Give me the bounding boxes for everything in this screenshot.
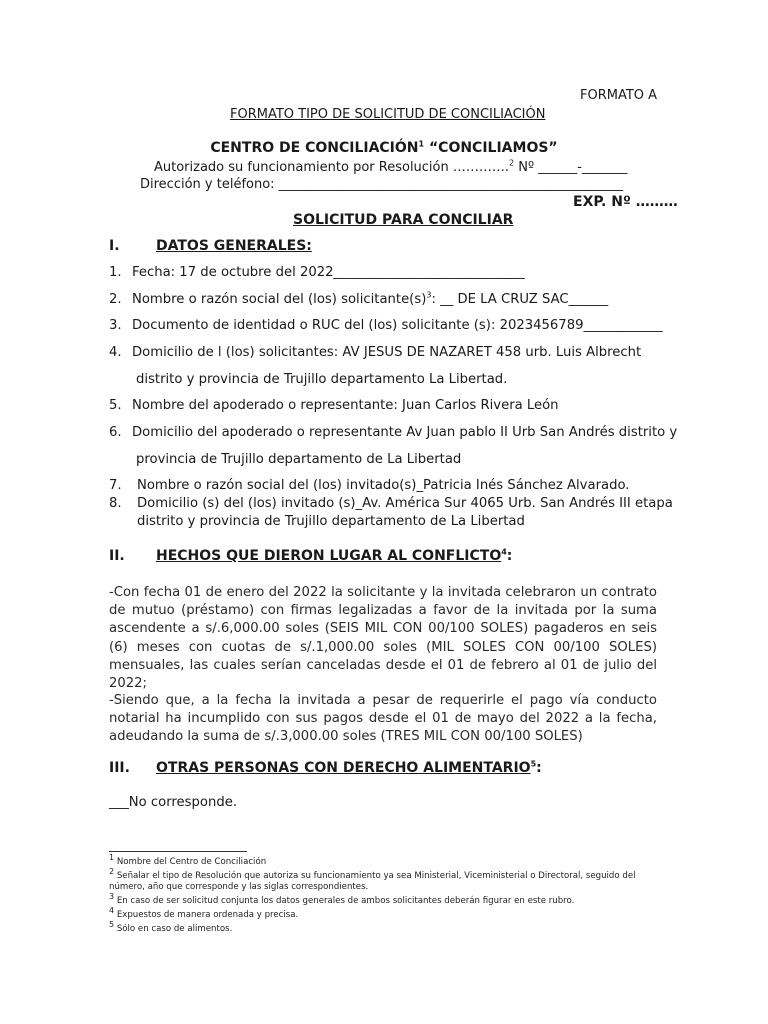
footnote-text: Señalar el tipo de Resolución que autoriza su funcionamiento ya sea Ministerial, Viceministerial o Directoral, seguido del número, año que corresponde y las siglas correspondientes. bbox=[109, 871, 636, 892]
list-item bbox=[109, 496, 673, 514]
section-title-text: OTRAS PERSONAS CON DERECHO ALIMENTARIO bbox=[156, 760, 531, 776]
item-text-part: Nombre o razón social del (los) solicitante(s) bbox=[132, 292, 427, 307]
authorization-line bbox=[154, 160, 627, 175]
item-number: 2. bbox=[109, 292, 122, 307]
footnote-number: 5 bbox=[109, 920, 115, 930]
center-prefix: CENTRO DE CONCILIACIÓN bbox=[210, 140, 419, 156]
footnote-number: 1 bbox=[109, 853, 115, 863]
resolution-number: Nº ______-_______ bbox=[514, 160, 628, 175]
section-title-text: HECHOS QUE DIERON LUGAR AL CONFLICTO bbox=[156, 548, 502, 564]
list-item bbox=[109, 265, 669, 283]
section-heading-1 bbox=[109, 238, 509, 258]
item-text: Nombre o razón social del (los) invitado(s)_Patricia Inés Sánchez Alvarado. bbox=[137, 478, 630, 493]
section-heading-2 bbox=[109, 548, 609, 568]
list-item bbox=[109, 318, 669, 336]
item-number: 4. bbox=[109, 345, 122, 360]
item-number: 1. bbox=[109, 265, 122, 280]
section-heading-3 bbox=[109, 760, 609, 780]
footnote-text: Expuestos de manera ordenada y precisa. bbox=[116, 910, 299, 920]
footnote-number: 4 bbox=[109, 906, 115, 916]
form-subtitle: FORMATO TIPO DE SOLICITUD DE CONCILIACIÓN bbox=[230, 107, 546, 122]
footnote-number: 2 bbox=[109, 867, 115, 877]
footnote bbox=[109, 906, 657, 921]
footnote-number: 3 bbox=[109, 892, 115, 902]
item-text bbox=[132, 292, 608, 307]
footnote-ref-1: 1 bbox=[418, 139, 425, 149]
item-number: 5. bbox=[109, 398, 122, 413]
authorization-text: Autorizado su funcionamiento por Resolución …………. bbox=[154, 160, 510, 175]
item-text: Fecha: 17 de octubre del 2022_____________________________ bbox=[132, 265, 525, 280]
footnote-text: En caso de ser solicitud conjunta los datos generales de ambos solicitantes deberán figurar en este rubro. bbox=[116, 896, 575, 906]
footnote-separator bbox=[109, 851, 247, 852]
item-number: 7. bbox=[109, 478, 122, 493]
section-title-colon: : bbox=[536, 760, 542, 776]
item-number: 8. bbox=[109, 496, 122, 511]
request-title: SOLICITUD PARA CONCILIAR bbox=[293, 212, 514, 228]
item-number: 3. bbox=[109, 318, 122, 333]
list-item bbox=[109, 425, 678, 443]
footnote-ref-5: 5 bbox=[530, 759, 537, 769]
facts-paragraph-1: -Con fecha 01 de enero del 2022 la solicitante y la invitada celebraron un contrato de mutuo (préstamo) con firmas legalizadas a favor de la invitada por la suma ascendente a s/.6,000.00 soles (SEIS MIL CON 00/100 SOLES) pagaderos en seis (6) meses con cuotas de s/.1,000.00 soles (MIL SOLES CON 00/100 SOLES) mensuales, las cuales serían canceladas desde el 01 de febrero al 01 de julio del 2022; bbox=[109, 585, 657, 692]
section-title bbox=[156, 548, 512, 564]
item-continuation: distrito y provincia de Trujillo departamento de La Libertad bbox=[137, 514, 525, 529]
other-persons-value: ___No corresponde. bbox=[109, 795, 238, 810]
footnote-text: Sólo en caso de alimentos. bbox=[116, 924, 233, 934]
expedient-number: EXP. Nº ……… bbox=[573, 194, 678, 210]
center-name: “CONCILIAMOS” bbox=[424, 140, 558, 156]
footnote bbox=[109, 867, 657, 893]
footnote bbox=[109, 892, 657, 907]
item-number: 6. bbox=[109, 425, 122, 440]
footnote-text: Nombre del Centro de Conciliación bbox=[116, 857, 267, 867]
address-phone-line: Dirección y teléfono: _____________________________________________________ bbox=[140, 177, 624, 192]
format-label: FORMATO A bbox=[580, 88, 658, 103]
list-item bbox=[109, 398, 669, 416]
footnote bbox=[109, 920, 657, 935]
facts-paragraph-2: -Siendo que, a la fecha la invitada a pesar de requerirle el pago vía conducto notarial ha incumplido con sus pagos desde el 01 de mayo del 2022 a la fecha, adeudando la suma de s/.3,000.00 soles (TRES MIL CON 00/100 SOLES) bbox=[109, 693, 657, 745]
item-text: Documento de identidad o RUC del (los) solicitante (s): 2023456789____________ bbox=[132, 318, 663, 333]
center-title bbox=[0, 140, 768, 156]
footnote-ref-3: 3 bbox=[426, 290, 432, 300]
item-continuation: distrito y provincia de Trujillo departamento La Libertad. bbox=[136, 372, 508, 387]
section-title-colon: : bbox=[506, 548, 513, 564]
section-number: II. bbox=[109, 548, 125, 564]
item-text-part: : __ DE LA CRUZ SAC______ bbox=[431, 292, 609, 307]
item-text: Domicilio (s) del (los) invitado (s)_Av. América Sur 4065 Urb. San Andrés III etapa bbox=[137, 496, 673, 511]
section-number: I. bbox=[109, 238, 120, 254]
section-title: DATOS GENERALES: bbox=[156, 238, 312, 254]
item-text: Domicilio del apoderado o representante Av Juan pablo II Urb San Andrés distrito y bbox=[132, 425, 678, 440]
list-item bbox=[109, 292, 669, 310]
item-text: Domicilio de l (los) solicitantes: AV JESUS DE NAZARET 458 urb. Luis Albrecht bbox=[132, 345, 642, 360]
item-continuation: provincia de Trujillo departamento de La Libertad bbox=[136, 452, 462, 467]
footnote-ref-4: 4 bbox=[501, 547, 507, 557]
list-item bbox=[109, 345, 669, 363]
footnote-ref-2: 2 bbox=[509, 158, 515, 168]
section-number: III. bbox=[109, 760, 130, 776]
list-item bbox=[109, 478, 669, 496]
footnote bbox=[109, 853, 657, 868]
section-title bbox=[156, 760, 542, 776]
item-text: Nombre del apoderado o representante: Juan Carlos Rivera León bbox=[132, 398, 559, 413]
